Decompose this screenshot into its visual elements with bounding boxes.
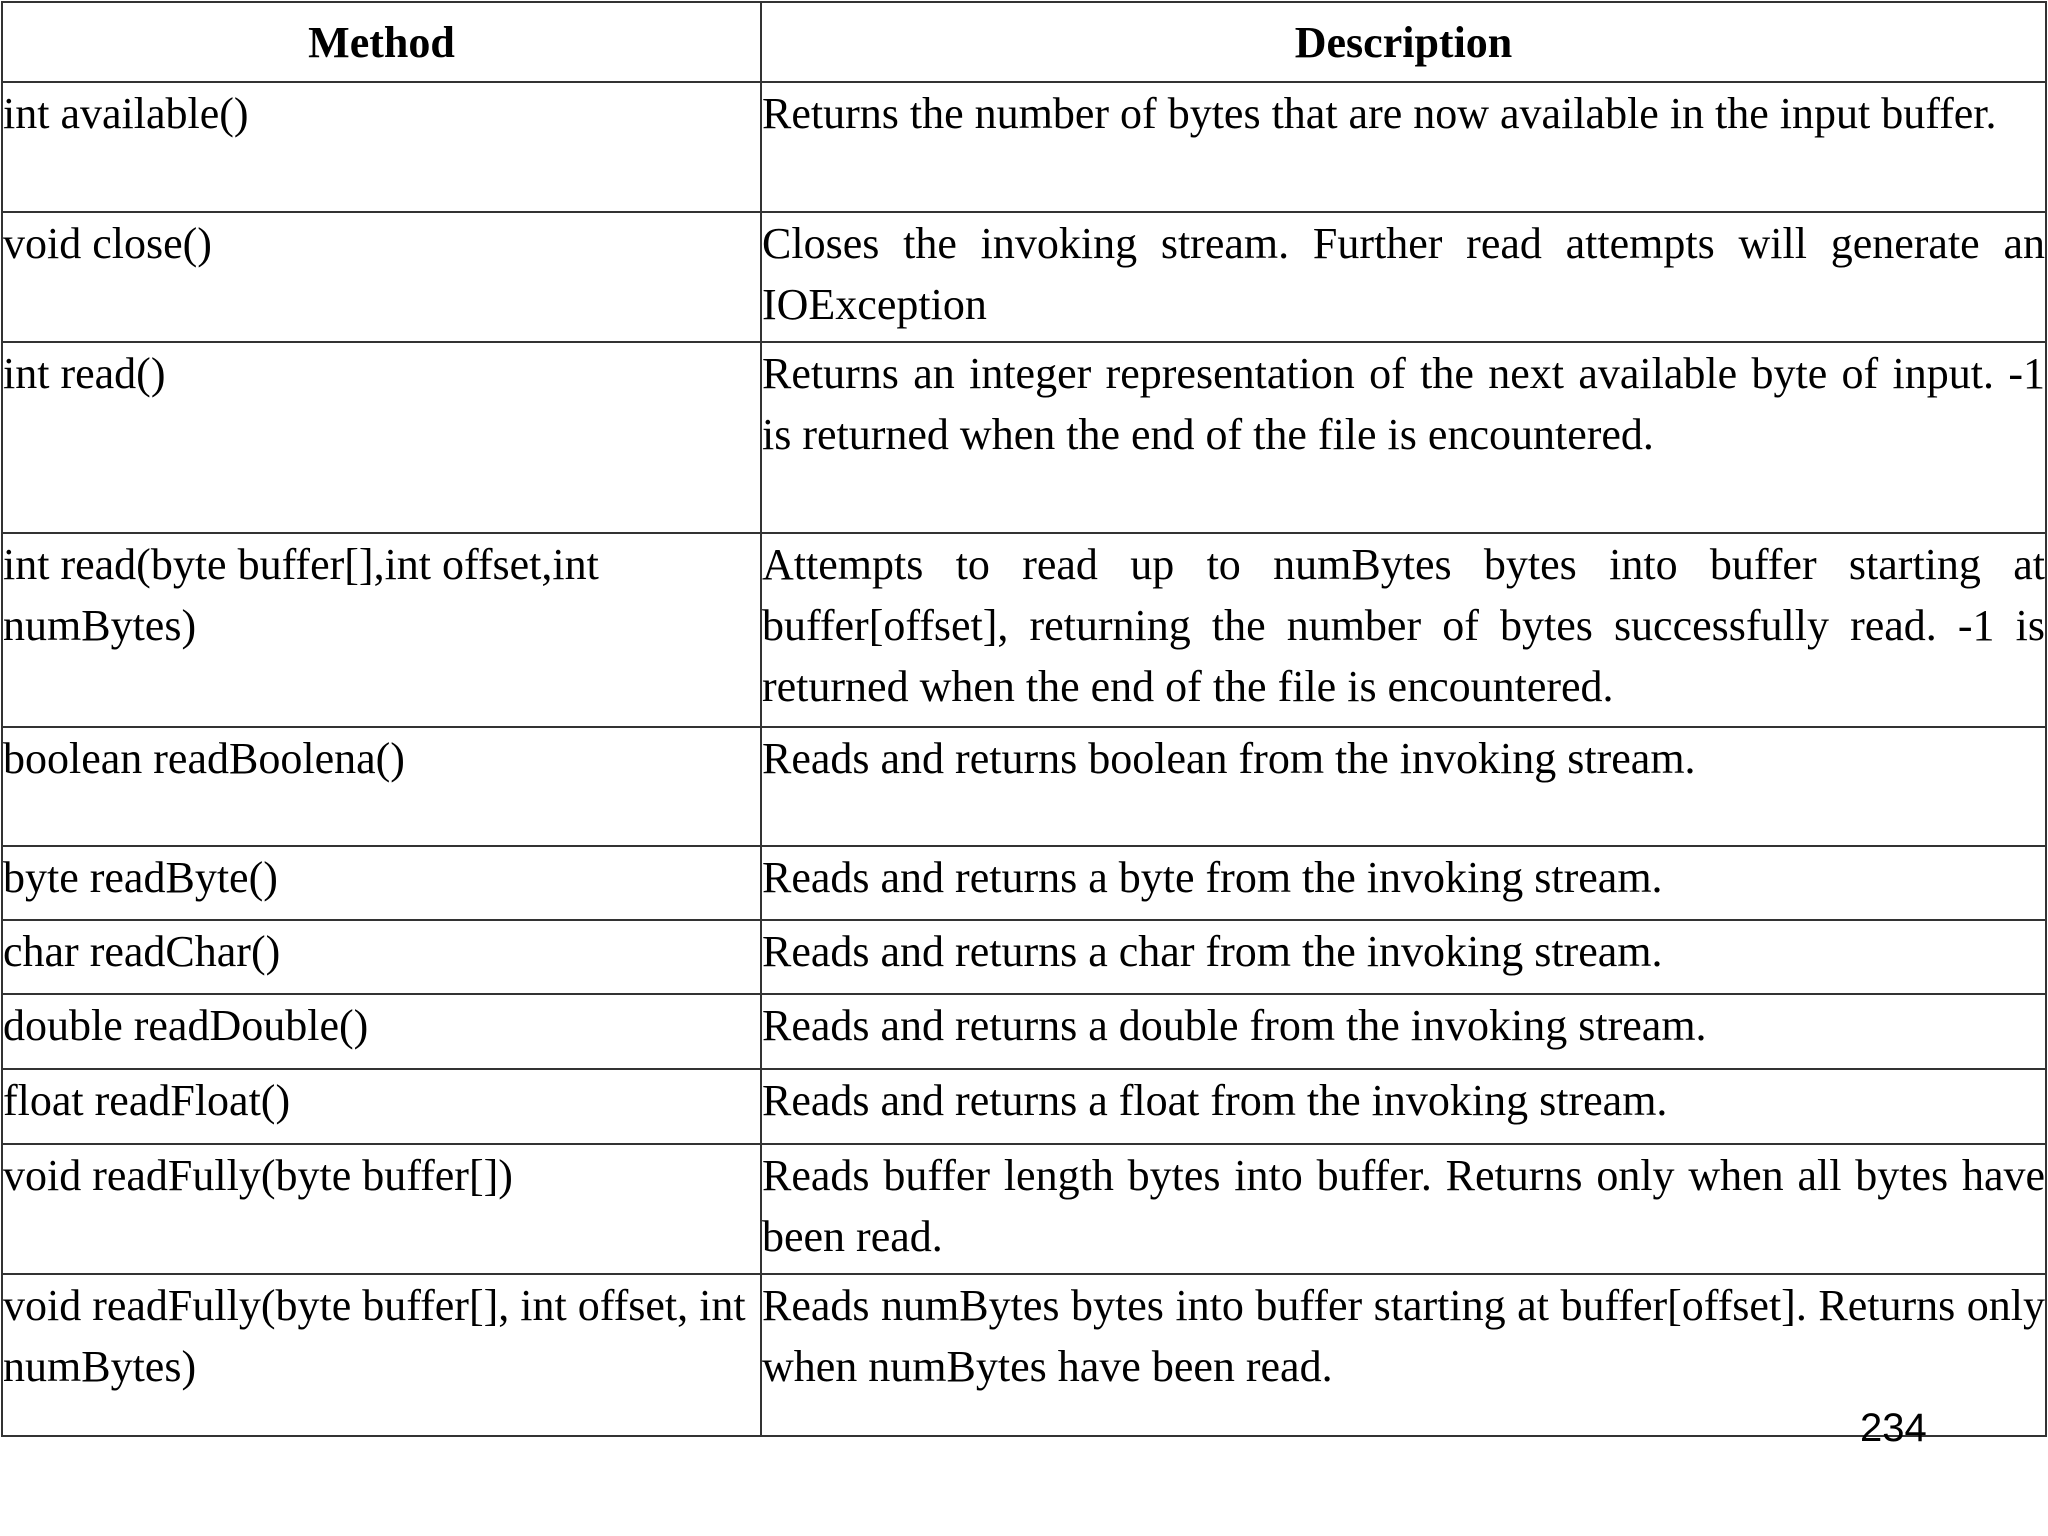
method-description-table bbox=[1, 1, 2047, 1437]
description-cell: Reads numBytes bytes into buffer starting at buffer[offset]. Returns only when numBytes have been read. bbox=[761, 1274, 2046, 1436]
table-row bbox=[2, 342, 2046, 533]
table-row bbox=[2, 1069, 2046, 1144]
description-cell: Reads and returns boolean from the invoking stream. bbox=[761, 727, 2046, 846]
table-row bbox=[2, 82, 2046, 212]
method-cell: int read(byte buffer[],int offset,int numBytes) bbox=[2, 533, 761, 727]
description-cell: Reads and returns a byte from the invoking stream. bbox=[761, 846, 2046, 920]
table-row bbox=[2, 994, 2046, 1069]
method-cell: int available() bbox=[2, 82, 761, 212]
method-cell: float readFloat() bbox=[2, 1069, 761, 1144]
table-row bbox=[2, 846, 2046, 920]
description-cell: Returns the number of bytes that are now available in the input buffer. bbox=[761, 82, 2046, 212]
description-cell: Reads and returns a float from the invoking stream. bbox=[761, 1069, 2046, 1144]
description-cell: Attempts to read up to numBytes bytes into buffer starting at buffer[offset], returning the number of bytes successfully read. -1 is returned when the end of the file is encountered. bbox=[761, 533, 2046, 727]
page-number: 234 bbox=[1860, 1406, 1927, 1450]
description-cell: Reads and returns a double from the invoking stream. bbox=[761, 994, 2046, 1069]
description-cell: Closes the invoking stream. Further read attempts will generate an IOException bbox=[761, 212, 2046, 342]
method-cell: void readFully(byte buffer[]) bbox=[2, 1144, 761, 1274]
table-row bbox=[2, 920, 2046, 994]
table-row bbox=[2, 212, 2046, 342]
method-cell: int read() bbox=[2, 342, 761, 533]
description-cell: Returns an integer representation of the next available byte of input. -1 is returned when the end of the file is encountered. bbox=[761, 342, 2046, 533]
method-cell: byte readByte() bbox=[2, 846, 761, 920]
method-cell: double readDouble() bbox=[2, 994, 761, 1069]
column-header-method: Method bbox=[2, 2, 761, 82]
method-cell: char readChar() bbox=[2, 920, 761, 994]
table-row bbox=[2, 533, 2046, 727]
table-row bbox=[2, 1144, 2046, 1274]
table-row bbox=[2, 1274, 2046, 1436]
method-cell: void readFully(byte buffer[], int offset, int numBytes) bbox=[2, 1274, 761, 1436]
table-header-row bbox=[2, 2, 2046, 82]
method-cell: boolean readBoolena() bbox=[2, 727, 761, 846]
description-cell: Reads buffer length bytes into buffer. Returns only when all bytes have been read. bbox=[761, 1144, 2046, 1274]
table-row bbox=[2, 727, 2046, 846]
description-cell: Reads and returns a char from the invoking stream. bbox=[761, 920, 2046, 994]
column-header-description: Description bbox=[761, 2, 2046, 82]
method-cell: void close() bbox=[2, 212, 761, 342]
